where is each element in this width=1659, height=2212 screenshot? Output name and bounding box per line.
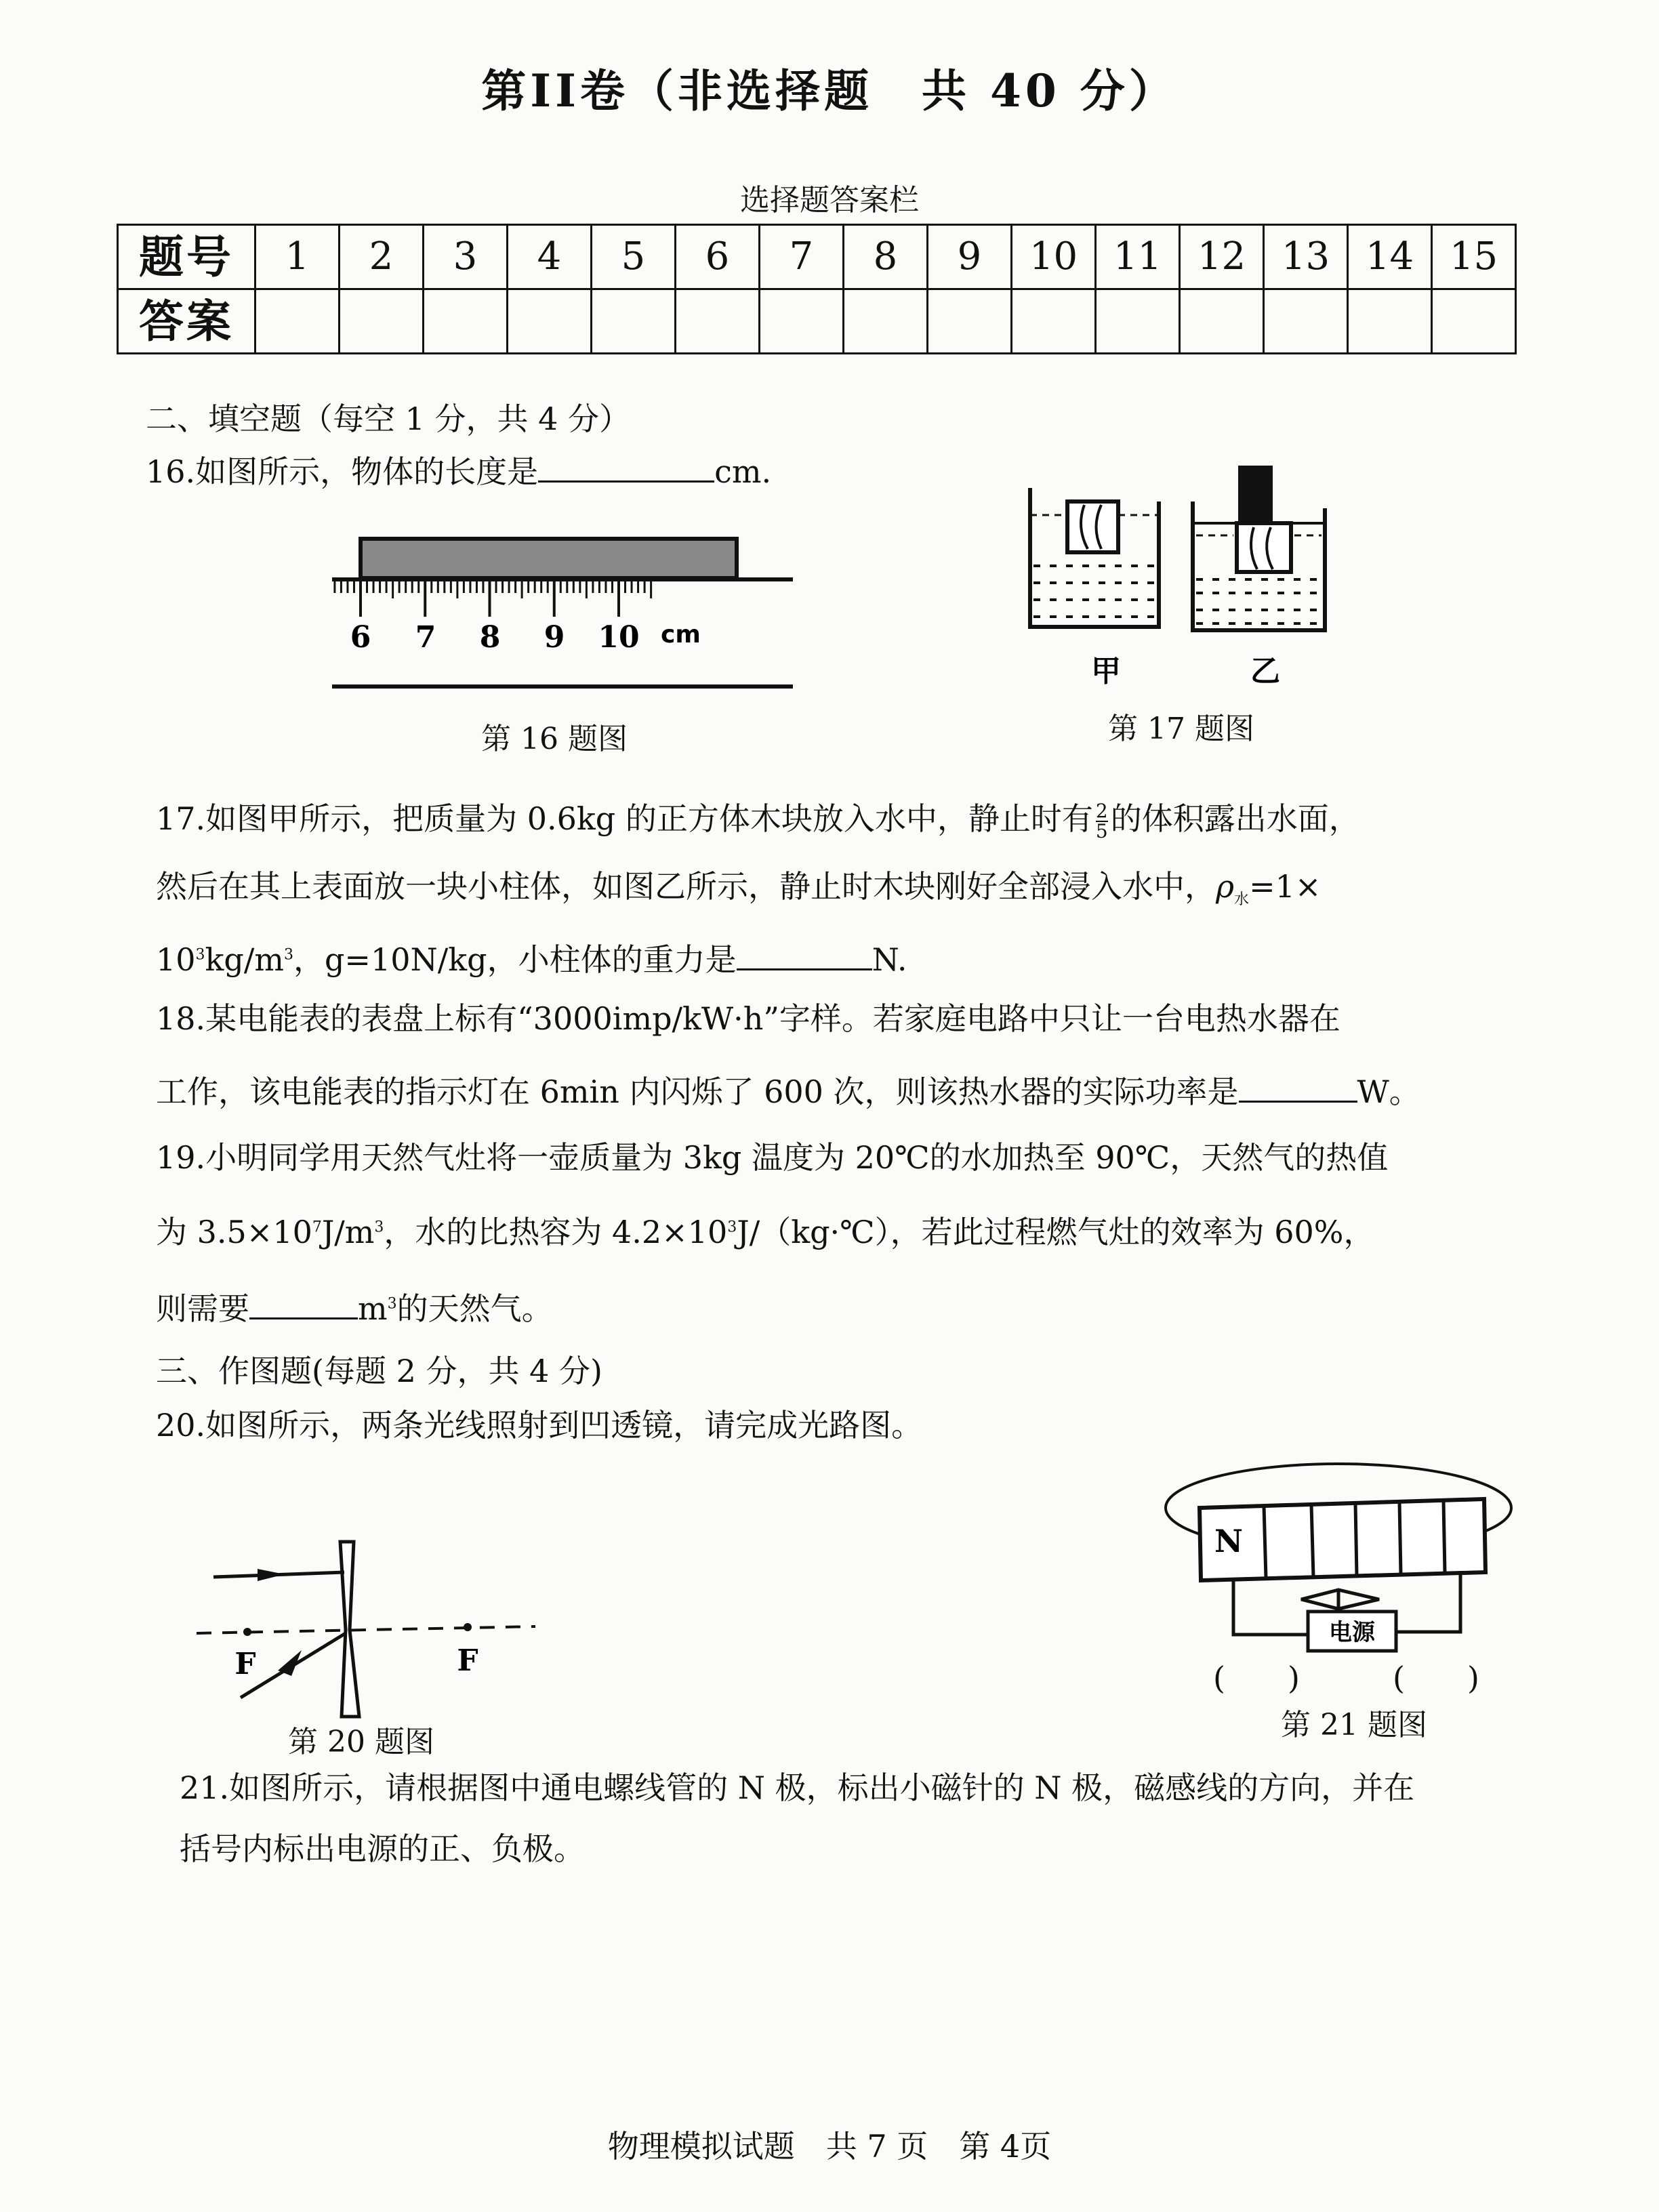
question-number-cell: 7 xyxy=(760,225,844,289)
q21-line1: 21.如图所示，请根据图中通电螺线管的 N 极，标出小磁针的 N 极，磁感线的方向，并在 xyxy=(180,1769,1415,1806)
row-header-question-number: 题号 xyxy=(118,225,255,289)
circuit-wire-left xyxy=(1233,1580,1308,1635)
answer-table-caption: 选择题答案栏 xyxy=(740,183,919,218)
answer-cell[interactable] xyxy=(255,289,340,354)
q19-text-c: ，水的比热容为 4.2×10 xyxy=(384,1214,728,1250)
focus-label-right: F xyxy=(457,1643,478,1678)
answer-cell[interactable] xyxy=(928,289,1012,354)
question-number-cell: 4 xyxy=(508,225,592,289)
wood-block-b xyxy=(1237,523,1291,572)
answer-cell[interactable] xyxy=(1012,289,1096,354)
q21-figure-caption: 第 21 题图 xyxy=(1281,1708,1427,1742)
q17-line2 xyxy=(156,867,1321,907)
q18-text: 工作，该电能表的指示灯在 6min 内闪烁了 600 次，则该热水器的实际功率是 xyxy=(156,1073,1239,1110)
beaker-b xyxy=(1193,468,1325,630)
answer-cell[interactable] xyxy=(760,289,844,354)
answer-table xyxy=(117,224,1517,354)
answer-cell[interactable] xyxy=(424,289,508,354)
q17-text-a: 17.如图甲所示，把质量为 0.6kg 的正方体木块放入水中，静止时有 xyxy=(156,800,1093,837)
answer-cell[interactable] xyxy=(676,289,760,354)
q18-answer-blank[interactable] xyxy=(1239,1071,1357,1103)
small-cylinder xyxy=(1240,468,1271,523)
q17-answer-blank[interactable] xyxy=(737,939,872,970)
row-header-answer: 答案 xyxy=(118,289,255,354)
q16-text xyxy=(146,451,771,492)
question-number-cell: 14 xyxy=(1348,225,1432,289)
answer-cell[interactable] xyxy=(1348,289,1432,354)
question-number-cell: 10 xyxy=(1012,225,1096,289)
answer-cell[interactable] xyxy=(1432,289,1516,354)
q16-ruler-figure xyxy=(319,522,806,712)
power-source-label: 电源 xyxy=(1329,1619,1375,1646)
q21-solenoid-figure xyxy=(1145,1457,1525,1654)
exponent: 3 xyxy=(374,1218,384,1236)
q17-beaker-figure xyxy=(1017,447,1342,705)
compass-needle xyxy=(1301,1590,1379,1609)
answer-cell[interactable] xyxy=(1264,289,1348,354)
q19-answer-blank[interactable] xyxy=(249,1288,358,1319)
rho-subscript: 水 xyxy=(1234,891,1250,909)
q20-lens-figure xyxy=(183,1535,549,1721)
exponent: 7 xyxy=(312,1218,322,1236)
q17-text-g: ，g=10N/kg，小柱体的重力是 xyxy=(293,941,737,978)
q16-tick-label: 6 xyxy=(350,620,371,655)
q20-text: 20.如图所示，两条光线照射到凹透镜，请完成光路图。 xyxy=(156,1407,923,1443)
exponent: 3 xyxy=(195,946,205,964)
q17-text-f: kg/m xyxy=(205,941,284,978)
q16-tick-label: 7 xyxy=(415,620,436,655)
question-number-cell: 11 xyxy=(1096,225,1180,289)
q18-line2 xyxy=(156,1071,1420,1112)
question-number-cell: 3 xyxy=(424,225,508,289)
question-number-row xyxy=(118,225,1516,289)
question-number-cell: 15 xyxy=(1432,225,1516,289)
page-title: 第II卷（非选择题 共 40 分） xyxy=(481,64,1178,117)
answer-cell[interactable] xyxy=(1096,289,1180,354)
q17-label-yi: 乙 xyxy=(1250,654,1280,689)
q17-fraction xyxy=(1096,802,1108,841)
q17-line3 xyxy=(156,939,907,980)
q18-unit: W。 xyxy=(1357,1073,1420,1110)
arrow-icon xyxy=(258,1569,285,1581)
fraction-numerator: 2 xyxy=(1095,800,1108,822)
q17-text-d: =1× xyxy=(1249,868,1322,905)
q19-text-e: 则需要 xyxy=(156,1290,249,1327)
exponent: 3 xyxy=(387,1295,397,1313)
q17-label-jia: 甲 xyxy=(1091,654,1121,689)
q17-figure-caption: 第 17 题图 xyxy=(1108,712,1254,746)
question-number-cell: 6 xyxy=(676,225,760,289)
q16-unit: cm. xyxy=(714,453,772,490)
q16-prefix: 16.如图所示，物体的长度是 xyxy=(146,453,539,490)
q17-line1 xyxy=(156,800,1360,841)
answer-cell[interactable] xyxy=(592,289,676,354)
question-number-cell: 12 xyxy=(1180,225,1264,289)
q17-text-e: 10 xyxy=(156,941,196,978)
q21-bracket-right[interactable]: ( ) xyxy=(1393,1660,1479,1696)
answer-cell[interactable] xyxy=(844,289,928,354)
wood-block-a xyxy=(1067,501,1118,552)
question-number-cell: 1 xyxy=(255,225,340,289)
answer-cell[interactable] xyxy=(340,289,424,354)
q19-line2 xyxy=(156,1213,1374,1252)
question-number-cell: 5 xyxy=(592,225,676,289)
section3-heading: 三、作图题(每题 2 分，共 4 分) xyxy=(156,1353,602,1389)
focal-point-left xyxy=(243,1628,251,1636)
page-footer: 物理模拟试题 共 7 页 第 4页 xyxy=(607,2128,1052,2165)
q21-line2: 括号内标出电源的正、负极。 xyxy=(180,1830,585,1867)
q16-tick-label: 10 xyxy=(598,620,640,655)
q19-text-a: 为 3.5×10 xyxy=(156,1214,312,1250)
q19-text-d: J/（kg·℃），若此过程燃气灶的效率为 60%， xyxy=(737,1214,1375,1250)
q21-bracket-left[interactable]: ( ) xyxy=(1213,1660,1300,1696)
q19-line3 xyxy=(156,1288,553,1329)
solenoid-n-pole: N xyxy=(1214,1523,1244,1559)
rho-symbol: ρ xyxy=(1216,868,1235,905)
answer-cell[interactable] xyxy=(508,289,592,354)
beaker-a xyxy=(1030,488,1159,627)
q16-figure-caption: 第 16 题图 xyxy=(481,722,628,756)
q16-answer-blank[interactable] xyxy=(538,451,714,483)
q19-text-f: 的天然气。 xyxy=(396,1290,553,1327)
exponent: 3 xyxy=(727,1218,737,1236)
focus-label-left: F xyxy=(234,1647,256,1681)
question-number-cell: 13 xyxy=(1264,225,1348,289)
q17-unit: N. xyxy=(872,941,907,978)
q16-tick-label: 8 xyxy=(479,620,501,655)
q17-text-c: 然后在其上表面放一块小柱体，如图乙所示，静止时木块刚好全部浸入水中， xyxy=(156,868,1216,905)
q18-line1: 18.某电能表的表盘上标有“3000imp/kW·h”字样。若家庭电路中只让一台电热水器在 xyxy=(156,1000,1340,1037)
q16-object-block xyxy=(361,539,737,578)
fraction-denominator: 5 xyxy=(1095,820,1108,842)
section2-heading: 二、填空题（每空 1 分，共 4 分） xyxy=(146,401,631,437)
answer-row xyxy=(118,289,1516,354)
circuit-wire-right xyxy=(1396,1572,1460,1632)
q19-text-b: J/m xyxy=(321,1214,375,1250)
q17-text-b: 的体积露出水面， xyxy=(1110,800,1360,837)
focal-point-right xyxy=(464,1623,472,1631)
question-number-cell: 9 xyxy=(928,225,1012,289)
q19-unit: m xyxy=(358,1290,388,1327)
q16-ruler-ticks xyxy=(335,579,651,617)
question-number-cell: 2 xyxy=(340,225,424,289)
q16-tick-label: 9 xyxy=(544,620,565,655)
q19-line1: 19.小明同学用天然气灶将一壶质量为 3kg 温度为 20℃的水加热至 90℃，天然气的热值 xyxy=(156,1139,1389,1176)
q16-unit-label: cm xyxy=(661,621,701,649)
answer-cell[interactable] xyxy=(1180,289,1264,354)
q20-figure-caption: 第 20 题图 xyxy=(288,1725,434,1759)
question-number-cell: 8 xyxy=(844,225,928,289)
exponent: 3 xyxy=(283,946,293,964)
